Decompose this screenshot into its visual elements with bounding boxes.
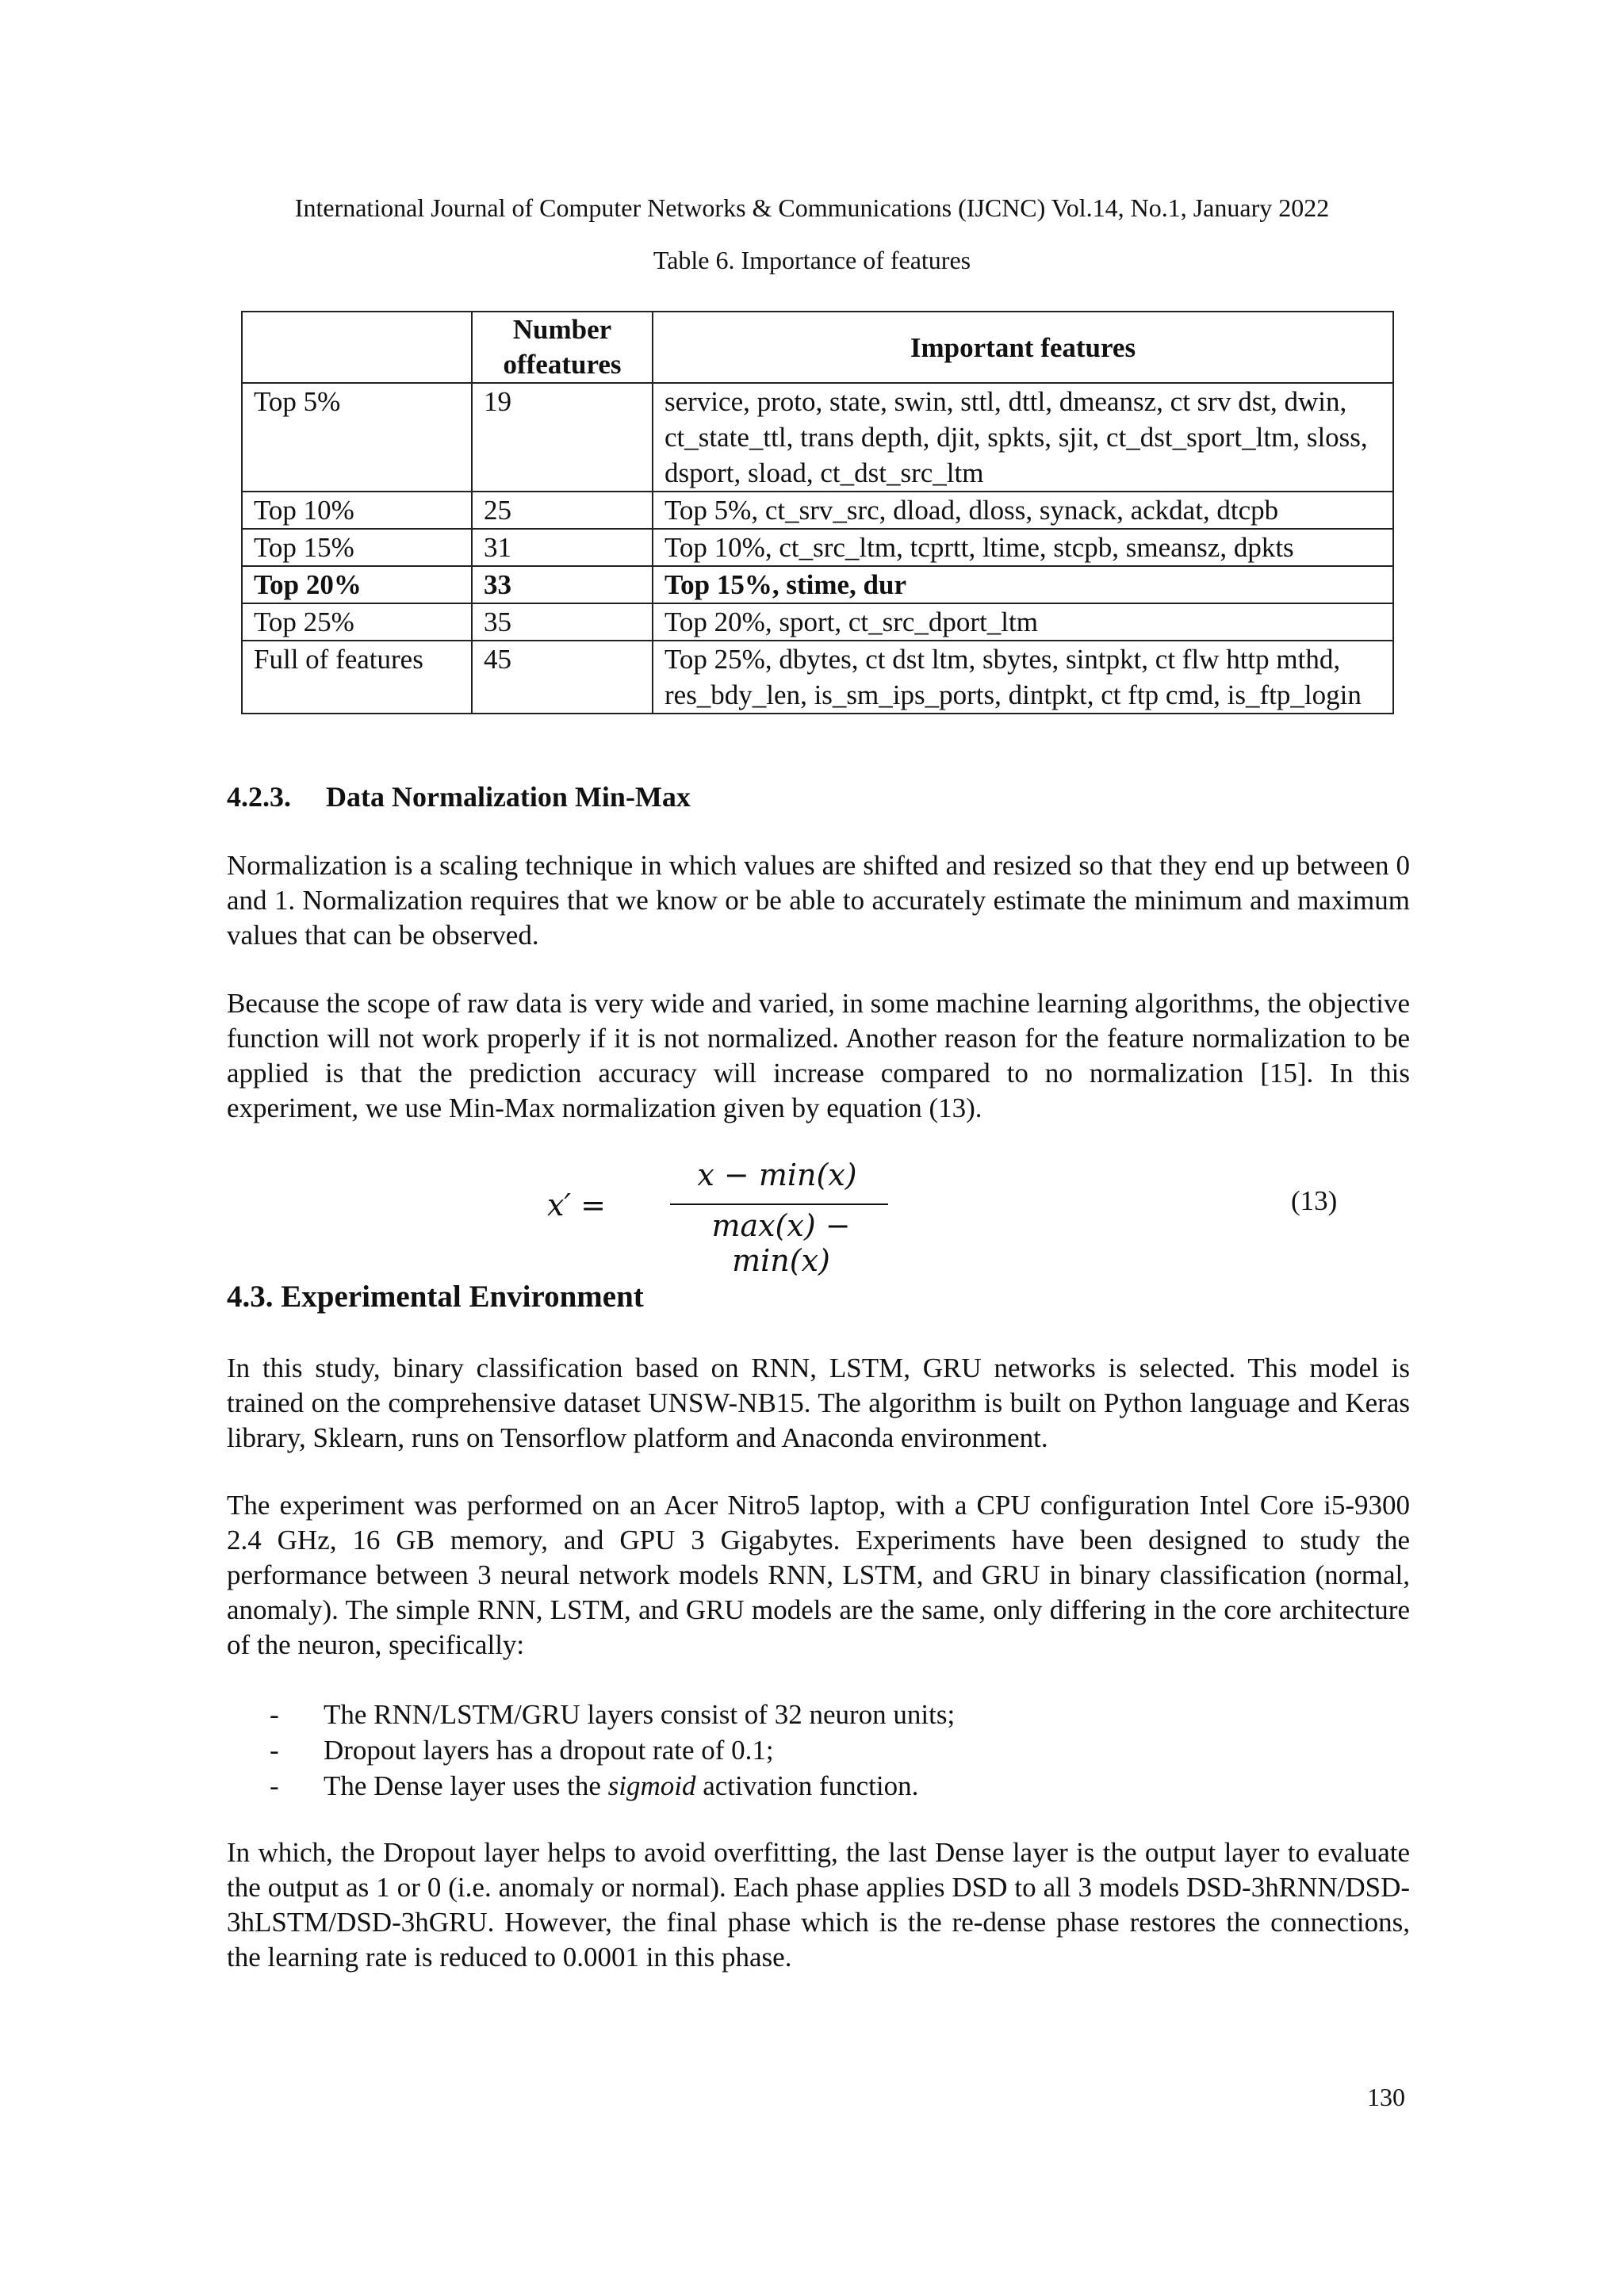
row-number: 45 [472,641,653,714]
row-features: service, proto, state, swin, sttl, dttl, dmeansz, ct srv dst, dwin, ct_state_ttl, trans depth, djit, spkts, sjit, ct_dst_sport_ltm, sloss, dsport, sload, ct_dst_src_ltm [653,383,1393,492]
header-blank-cell [242,312,472,383]
table-row [242,492,1393,529]
row-features: Top 20%, sport, ct_src_dport_ltm [653,603,1393,641]
activation-function-name: sigmoid [607,1770,696,1801]
row-name: Top 5% [242,383,472,492]
table-row-highlighted [242,566,1393,603]
row-number: 33 [472,566,653,603]
equation-lhs: x′ = [547,1188,606,1223]
paragraph-study-setup: In this study, binary classification based on RNN, LSTM, GRU networks is selected. This model is trained on the comprehensive dataset UNSW-NB15. The algorithm is built on Python language and Keras library, Sklearn, runs on Tensorflow platform and Anaconda environment. [227,1353,1410,1453]
bullet-dash: - [270,1770,279,1801]
list-item-text-suffix: activation function. [695,1770,919,1801]
paragraph-dropout-dsd: In which, the Dropout layer helps to avoid overfitting, the last Dense layer is the output layer to evaluate the output as 1 or 0 (i.e. anomaly or normal). Each phase applies DSD to all 3 models DSD-3hRNN/DSD-3hLSTM/DSD-3hGRU. However, the final phase which is the re-dense phase restores the connections, the learning rate is reduced to 0.0001 in this phase. [227,1837,1410,1973]
section-title: Data Normalization Min-Max [326,781,691,813]
page-number: 130 [1367,2083,1405,2111]
row-name: Top 10% [242,492,472,529]
header-important-features: Important features [653,312,1393,383]
row-number: 35 [472,603,653,641]
row-features: Top 5%, ct_srv_src, dload, dloss, synack, ackdat, dtcpb [653,492,1393,529]
journal-running-header: International Journal of Computer Networks & Communications (IJCNC) Vol.14, No.1, January 2022 [294,193,1330,222]
row-number: 25 [472,492,653,529]
fraction-bar [670,1203,888,1205]
row-number: 19 [472,383,653,492]
row-name: Top 20% [242,566,472,603]
minmax-equation [539,1158,888,1278]
model-config-list [270,1697,1380,1804]
table-caption: Table 6. Importance of features [653,246,971,274]
equation-numerator: x − min(x) [697,1158,857,1192]
paragraph-normalization-motivation: Because the scope of raw data is very wide and varied, in some machine learning algorithms, the objective function will not work properly if it is not normalized. Another reason for the feature normalization to be applied is that the prediction accuracy will increase compared to no normalization [15]. In this experiment, we use Min-Max normalization given by equation (13). [227,988,1410,1123]
row-name: Top 25% [242,603,472,641]
table-row [242,603,1393,641]
section-number: 4.2.3. [227,781,291,813]
row-features: Top 10%, ct_src_ltm, tcprtt, ltime, stcpb, smeansz, dpkts [653,529,1393,566]
row-number: 31 [472,529,653,566]
list-item-text: Dropout layers has a dropout rate of 0.1; [324,1735,774,1766]
bullet-dash: - [270,1699,279,1730]
row-features: Top 25%, dbytes, ct dst ltm, sbytes, sintpkt, ct flw http mthd, res_bdy_len, is_sm_ips_ports, dintpkt, ct ftp cmd, is_ftp_login [653,641,1393,714]
section-heading-4-3: 4.3. Experimental Environment [227,1280,644,1314]
header-number-of-features: Number offeatures [472,312,653,383]
table-row [242,529,1393,566]
paragraph-normalization-definition: Normalization is a scaling technique in which values are shifted and resized so that they end up between 0 and 1. Normalization requires that we know or be able to accurately estimate the minimum and maximum values that can be observed. [227,850,1410,951]
equation-number: (13) [1291,1185,1338,1216]
table-row [242,383,1393,492]
table-header-row [242,312,1393,383]
equation-denominator: max(x) − min(x) [711,1208,851,1278]
list-item-text: The RNN/LSTM/GRU layers consist of 32 neuron units; [324,1699,956,1730]
list-item [270,1768,1380,1804]
list-item [270,1732,1380,1768]
section-heading-4-2-3 [227,780,691,813]
feature-importance-table [241,311,1394,714]
row-name: Full of features [242,641,472,714]
list-item [270,1697,1380,1732]
paragraph-hardware: The experiment was performed on an Acer Nitro5 laptop, with a CPU configuration Intel Core i5-9300 2.4 GHz, 16 GB memory, and GPU 3 Gigabytes. Experiments have been designed to study the performance between 3 neural network models RNN, LSTM, and GRU in binary classification (normal, anomaly). The simple RNN, LSTM, and GRU models are the same, only differing in the core architecture of the neuron, specifically: [227,1490,1410,1660]
row-name: Top 15% [242,529,472,566]
table-row [242,641,1393,714]
list-item-text-prefix: The Dense layer uses the [324,1770,608,1801]
bullet-dash: - [270,1735,279,1766]
row-features: Top 15%, stime, dur [653,566,1393,603]
